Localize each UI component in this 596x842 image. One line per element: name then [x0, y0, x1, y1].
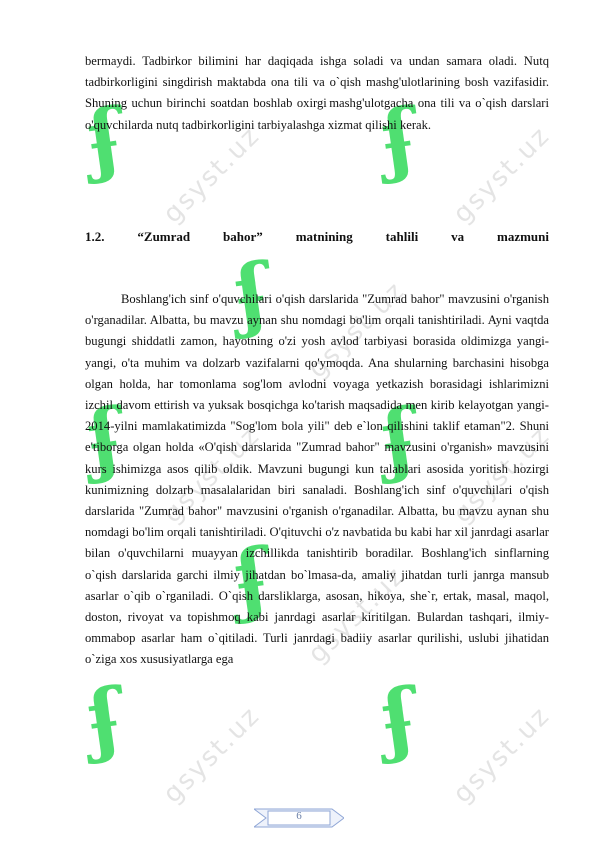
watermark-text: gsyst.uz	[447, 420, 557, 530]
body-block	[81, 289, 549, 671]
watermark-glyph: ʄ	[375, 391, 422, 486]
intro-block	[85, 51, 549, 136]
section-number: 1.2.	[85, 229, 105, 244]
watermark-glyph: ʄ	[81, 671, 128, 766]
section-heading	[85, 229, 549, 245]
intro-paragraph: bermaydi. Tadbirkor bilimini har daqiqada ishga soladi va undan samara oladi. Nutq tadbirkorligini singdirish maktabda ona tili va o`qish mashg'ulotlarining bosh vazifasidir. Shuning uchun birinchi soatdan boshlab oxirgi mashg'ulotgacha ona tili va o`qish darslari o'quvchilarda nutq tadbirkorligini tarbiyalashga xizmat qilishi kerak.	[85, 54, 549, 132]
section-title-word: mazmuni	[497, 229, 549, 244]
watermark-text: gsyst.uz	[157, 700, 267, 810]
watermark-text: gsyst.uz	[302, 560, 412, 670]
body-paragraph: Boshlang'ich sinf o'quvchilari o'qish darslarida "Zumrad bahor" mavzusini o'rganish o'rganadilar. Albatta, bu mavzu aynan shu nomdagi bo'lim orqali tanishtiriladi. Ayni vaqtda bugungi shiddatli zamon, hayotning o'zi yosh avlod tarbiyasi borasida oldimizga yangi-yangi, o'ta muhim va dolzarb vazifalarni qo'ymoqda. Ana shularning barchasini hisobga olgan holda, har tomonlama sog'lom avlodni voyaga yetkazish borasidagi ishlarimizni izchil davom ettirish va yuksak bosqichga ko'tarish maqsadida men kirib kelayotgan yangi-2014-yilni mamlakatimizda "Sog'lom bola yili" deb e`lon qilishini taklif etaman"2. Shuni e'tiborga olgan holda «O'qish darslarida "Zumrad bahor" mavzusini o'rganish» mavzusini kurs ishimizga asos qilib oldik. Mavzuni bugungi kun talablari asosida yoritish hozirgi kunimizning dolzarb masalalaridan biri sanaladi. Boshlang'ich sinf o'quvchilari o'qish darslarida "Zumrad bahor" mavzusini o'rganish o'rganadilar. Albatta, bu mavzu aynan shu nomdagi bo'lim orqali tanishtiriladi. O'qituvchi o'z navbatida bu kabi har xil janrdagi asarlar bilan o'quvchilarni muayyan izchillikda tanishtirib boradilar. Boshlang'ich sinflarning o`qish darslarida garchi ilmiy jihatdan bo`lmasa-da, amaliy jihatdan turli janrga mansub asarlar o`qib o`rganiladi. O`qish darsliklarga, asosan, hikoya, she`r, ertak, masal, maqol, doston, rivoyat va topishmoq kabi janrdagi asarlar kiritilgan. Bulardan tashqari, ilmiy-ommabop asarlar ham o`qitiladi. Turli janrdagi badiiy asarlar qurilishi, uslubi jihatidan o`ziga xos xususiyatlarga ega	[85, 292, 549, 667]
watermark-text: gsyst.uz	[447, 700, 557, 810]
watermark-text: gsyst.uz	[157, 420, 267, 530]
watermark-glyph: ʄ	[375, 91, 422, 186]
watermark-glyph: ʄ	[228, 531, 275, 626]
section-title-word: bahor”	[223, 229, 263, 244]
watermark-text: gsyst.uz	[447, 120, 557, 230]
watermark-glyph: ʄ	[81, 391, 128, 486]
watermark-text: gsyst.uz	[302, 275, 412, 385]
watermark-text: gsyst.uz	[157, 120, 267, 230]
watermark-glyph: ʄ	[375, 671, 422, 766]
section-title-word: “Zumrad	[137, 229, 191, 244]
section-title-word: tahlili	[385, 229, 419, 244]
page-number: 6	[296, 810, 302, 822]
section-title-word: matnining	[295, 229, 353, 244]
watermark-glyph: ʄ	[81, 91, 128, 186]
section-title-word: va	[451, 229, 465, 244]
watermark-glyph: ʄ	[228, 246, 275, 341]
